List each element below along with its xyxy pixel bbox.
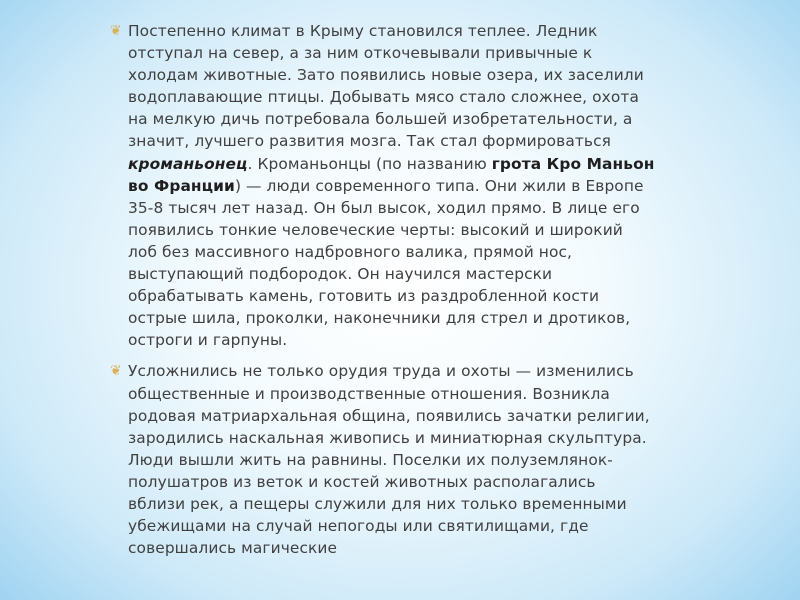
- bullet-item-society: [108, 360, 656, 559]
- term-cromagnon: кроманьонец: [128, 154, 248, 173]
- bullet-item-climate: [108, 20, 656, 351]
- paragraph-text: Постепенно климат в Крыму становился теплее. Ледник отступал на север, а за ним откочевывали привычные к холодам животные. Зато появились новые озера, их заселили водоплавающие птицы. Добывать мясо стало сложнее, охота на мелкую дичь потребовала большей изобретательности, а значит, лучшего развития мозга. Так стал формироваться: [128, 22, 644, 151]
- bullet-list: [108, 20, 656, 568]
- paragraph-text: Усложнились не только орудия труда и охоты — изменились общественные и производственные отношения. Возникла родовая матриархальная община, появились зачатки религии, зародились наскальная живопись и миниатюрная скульптура. Люди вышли жить на равнины. Поселки их полуземлянок-полушатров из веток и костей животных располагались вблизи рек, а пещеры служили для них только временными убежищами на случай непогоды или святилищами, где совершались магические: [128, 362, 650, 558]
- place-cromagnon-grotto: грота Кро Маньон во Франции: [128, 154, 655, 195]
- paragraph-text: ) — люди современного типа. Они жили в Европе 35-8 тысяч лет назад. Он был высок, ходил прямо. В лице его появились тонкие человеческие черты: высокий и широкий лоб без массивного надбровного валика, прямой нос, выступающий подбородок. Он научился мастерски обрабатывать камень, готовить из раздробленной кости острые шила, проколки, наконечники для стрел и дротиков, остроги и гарпуны.: [128, 176, 644, 350]
- paragraph-text: . Кроманьонцы (по названию: [247, 154, 492, 173]
- bullet-marker-icon: ❦: [110, 363, 122, 380]
- bullet-marker-icon: ❦: [110, 23, 122, 39]
